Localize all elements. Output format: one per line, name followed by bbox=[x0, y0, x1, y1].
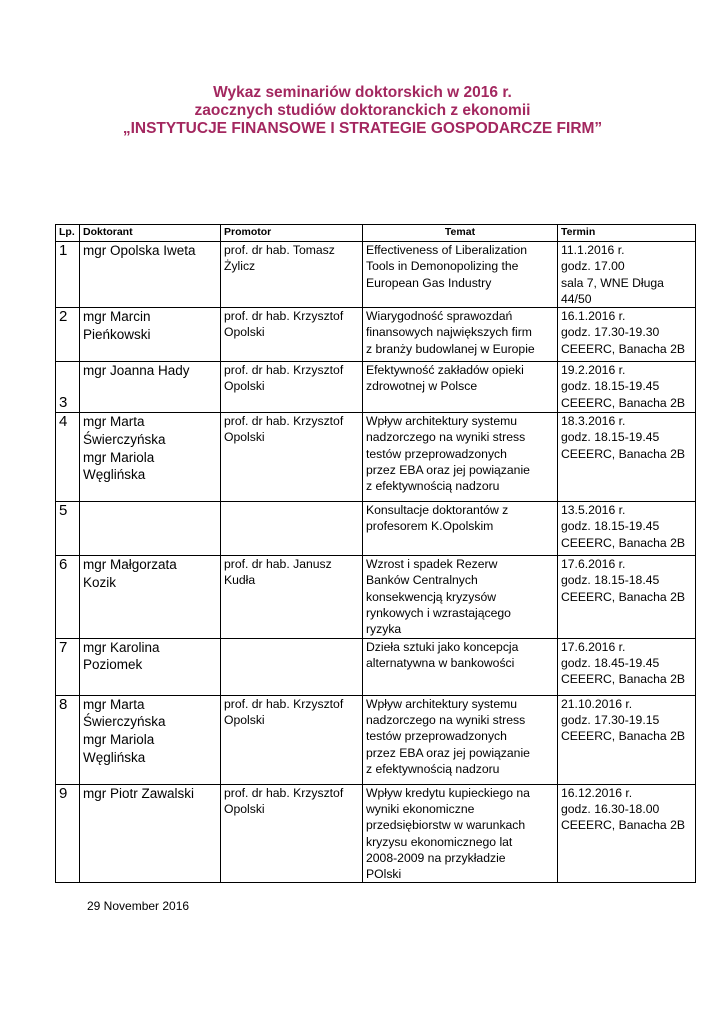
cell-temat bbox=[363, 556, 558, 638]
cell-promotor-line: prof. dr hab. Krzysztof bbox=[224, 785, 344, 800]
cell-promotor-line: Opolski bbox=[224, 379, 265, 394]
cell-termin-line: godz. 17.00 bbox=[561, 259, 625, 274]
cell-promotor-line: Opolski bbox=[224, 801, 265, 816]
cell-temat-line: kryzysu ekonomicznego lat bbox=[366, 834, 513, 849]
cell-temat-line: Wiarygodność sprawozdań bbox=[366, 309, 513, 324]
cell-doktorant-line: mgr Opolska Iweta bbox=[83, 243, 196, 258]
cell-doktorant-line: Poziomek bbox=[83, 657, 143, 673]
cell-lp: 8 bbox=[56, 695, 80, 784]
cell-termin bbox=[558, 784, 696, 883]
cell-termin-line: 11.1.2016 r. bbox=[561, 243, 625, 257]
title-line-2: zaocznych studiów doktoranckich z ekonomii bbox=[194, 102, 531, 119]
cell-termin-line: CEEERC, Banacha 2B bbox=[561, 729, 685, 744]
cell-temat-line: konsekwencją kryzysów bbox=[366, 589, 497, 604]
cell-termin bbox=[558, 413, 696, 502]
seminar-schedule-table bbox=[55, 224, 696, 883]
cell-doktorant bbox=[80, 638, 221, 695]
cell-termin-line: 18.3.2016 r. bbox=[561, 414, 626, 429]
cell-termin-line: CEEERC, Banacha 2B bbox=[561, 672, 685, 687]
cell-temat-line: przez EBA oraz jej powiązanie bbox=[366, 463, 530, 478]
cell-termin-line: CEEERC, Banacha 2B bbox=[561, 446, 685, 461]
cell-temat-line: finansowych największych firm bbox=[366, 325, 532, 340]
cell-doktorant-line: mgr Karolina bbox=[83, 639, 160, 655]
cell-termin-line: godz. 18.15-19.45 bbox=[561, 379, 660, 394]
cell-temat-line: ryzyka bbox=[366, 622, 402, 637]
cell-temat-line: nadzorczego na wyniki stress bbox=[366, 430, 526, 445]
cell-temat-line: rynkowych i wzrastającego bbox=[366, 606, 511, 621]
cell-doktorant bbox=[80, 784, 221, 883]
cell-lp: 3 bbox=[56, 362, 80, 413]
cell-termin bbox=[558, 362, 696, 413]
document-title bbox=[0, 84, 725, 138]
cell-temat bbox=[363, 413, 558, 502]
cell-temat-line: nadzorczego na wyniki stress bbox=[366, 712, 526, 727]
cell-promotor bbox=[221, 362, 363, 413]
cell-promotor-line: Opolski bbox=[224, 712, 265, 727]
cell-temat-line: Wpływ architektury systemu bbox=[366, 696, 518, 711]
cell-temat-line: przez EBA oraz jej powiązanie bbox=[366, 745, 530, 760]
header-lp: Lp. bbox=[56, 225, 80, 242]
cell-temat bbox=[363, 638, 558, 695]
cell-temat-line: Efektywność zakładów opieki bbox=[366, 363, 524, 378]
cell-doktorant-line: mgr Marta bbox=[83, 414, 145, 430]
cell-promotor bbox=[221, 308, 363, 362]
cell-termin bbox=[558, 638, 696, 695]
table-row bbox=[56, 556, 696, 638]
cell-promotor-line: Opolski bbox=[224, 325, 265, 340]
cell-temat-line: 2008-2009 na przykładzie bbox=[366, 850, 506, 865]
cell-doktorant-line: mgr Marta bbox=[83, 696, 145, 712]
cell-temat bbox=[363, 502, 558, 556]
table-row bbox=[56, 784, 696, 883]
cell-termin-line: CEEERC, Banacha 2B bbox=[561, 818, 685, 833]
cell-temat bbox=[363, 784, 558, 883]
cell-doktorant bbox=[80, 695, 221, 784]
cell-termin-line: godz. 17.30-19.30 bbox=[561, 325, 660, 340]
cell-termin-line: 17.6.2016 r. bbox=[561, 557, 626, 572]
cell-doktorant-line: mgr Marcin bbox=[83, 309, 151, 325]
cell-promotor-line: prof. dr hab. Krzysztof bbox=[224, 363, 344, 378]
cell-temat-line: testów przeprowadzonych bbox=[366, 446, 507, 461]
cell-temat bbox=[363, 362, 558, 413]
cell-temat-line: testów przeprowadzonych bbox=[366, 729, 507, 744]
cell-termin-line: 17.6.2016 r. bbox=[561, 639, 626, 654]
cell-promotor-line: prof. dr hab. Tomasz bbox=[224, 243, 335, 257]
cell-termin-line: CEEERC, Banacha 2B bbox=[561, 589, 685, 604]
cell-termin-line: CEEERC, Banacha 2B bbox=[561, 535, 685, 550]
cell-temat-line: POlski bbox=[366, 867, 402, 882]
cell-promotor-line: Opolski bbox=[224, 430, 265, 445]
cell-doktorant-line: Pieńkowski bbox=[83, 326, 151, 342]
cell-doktorant bbox=[80, 413, 221, 502]
cell-termin bbox=[558, 695, 696, 784]
cell-temat-line: przedsiębiorstw w warunkach bbox=[366, 818, 526, 833]
cell-doktorant-line: mgr Joanna Hady bbox=[83, 363, 190, 379]
cell-lp: 1 bbox=[56, 242, 80, 308]
cell-doktorant-line: Świerczyńska bbox=[83, 431, 166, 447]
cell-doktorant-line: mgr Mariola bbox=[83, 449, 155, 465]
cell-doktorant-line: Kozik bbox=[83, 574, 117, 590]
cell-temat-line: z efektywnością nadzoru bbox=[366, 761, 500, 776]
title-line-1: Wykaz seminariów doktorskich w 2016 r. bbox=[213, 84, 512, 101]
cell-temat bbox=[363, 242, 558, 308]
cell-promotor bbox=[221, 413, 363, 502]
cell-termin-line: godz. 18.15-18.45 bbox=[561, 573, 660, 588]
header-doktorant: Doktorant bbox=[80, 225, 221, 242]
cell-termin-line: godz. 18.15-19.45 bbox=[561, 519, 660, 534]
cell-doktorant bbox=[80, 308, 221, 362]
table-row bbox=[56, 308, 696, 362]
cell-temat bbox=[363, 695, 558, 784]
cell-termin bbox=[558, 502, 696, 556]
cell-promotor bbox=[221, 638, 363, 695]
cell-doktorant-line: mgr Małgorzata bbox=[83, 557, 177, 573]
cell-doktorant bbox=[80, 502, 221, 556]
cell-lp: 6 bbox=[56, 556, 80, 638]
table-row bbox=[56, 242, 696, 308]
cell-promotor-line: prof. dr hab. Krzysztof bbox=[224, 309, 344, 324]
cell-temat-line: Tools in Demonopolizing the bbox=[366, 259, 519, 274]
cell-temat-line: Effectiveness of Liberalization bbox=[366, 243, 528, 257]
cell-lp: 5 bbox=[56, 502, 80, 556]
cell-doktorant bbox=[80, 362, 221, 413]
cell-termin-line: godz. 17.30-19.15 bbox=[561, 712, 660, 727]
cell-temat-line: alternatywna w bankowości bbox=[366, 655, 515, 670]
cell-lp: 2 bbox=[56, 308, 80, 362]
cell-doktorant-line: mgr Mariola bbox=[83, 732, 155, 748]
cell-temat-line: European Gas Industry bbox=[366, 275, 492, 290]
cell-temat-line: profesorem K.Opolskim bbox=[366, 519, 494, 534]
cell-termin bbox=[558, 242, 696, 308]
cell-promotor bbox=[221, 695, 363, 784]
cell-temat-line: Wpływ kredytu kupieckiego na bbox=[366, 785, 530, 800]
header-termin: Termin bbox=[558, 225, 696, 242]
cell-termin-line: 16.12.2016 r. bbox=[561, 785, 633, 800]
header-promotor: Promotor bbox=[221, 225, 363, 242]
cell-promotor bbox=[221, 556, 363, 638]
cell-lp: 9 bbox=[56, 784, 80, 883]
table-row bbox=[56, 413, 696, 502]
cell-promotor-line: Kudła bbox=[224, 573, 256, 588]
cell-temat-line: z branży budowlanej w Europie bbox=[366, 341, 535, 356]
cell-termin bbox=[558, 556, 696, 638]
footer-date: 29 November 2016 bbox=[87, 899, 190, 913]
title-line-3: „INSTYTUCJE FINANSOWE I STRATEGIE GOSPODARCZE FIRM” bbox=[122, 120, 603, 137]
cell-termin-line: godz. 18.15-19.45 bbox=[561, 430, 660, 445]
cell-doktorant-line: mgr Piotr Zawalski bbox=[83, 785, 195, 801]
cell-doktorant bbox=[80, 556, 221, 638]
cell-termin-line: godz. 18.45-19.45 bbox=[561, 655, 660, 670]
cell-termin-line: 44/50 bbox=[561, 291, 592, 306]
cell-temat-line: wyniki ekonomiczne bbox=[366, 801, 475, 816]
cell-promotor-line: Żylicz bbox=[224, 259, 256, 274]
cell-lp: 4 bbox=[56, 413, 80, 502]
header-temat: Temat bbox=[363, 225, 558, 242]
cell-temat-line: Wpływ architektury systemu bbox=[366, 414, 518, 429]
cell-termin-line: 19.2.2016 r. bbox=[561, 363, 626, 378]
cell-promotor bbox=[221, 784, 363, 883]
cell-termin-line: 13.5.2016 r. bbox=[561, 503, 626, 518]
cell-termin bbox=[558, 308, 696, 362]
cell-temat-line: Wzrost i spadek Rezerw bbox=[366, 557, 498, 572]
table-row bbox=[56, 362, 696, 413]
table-row bbox=[56, 695, 696, 784]
cell-temat-line: Banków Centralnych bbox=[366, 573, 478, 588]
cell-doktorant-line: Węglińska bbox=[83, 467, 146, 483]
table-row bbox=[56, 638, 696, 695]
cell-termin-line: godz. 16.30-18.00 bbox=[561, 801, 660, 816]
cell-temat-line: z efektywnością nadzoru bbox=[366, 479, 500, 494]
cell-termin-line: sala 7, WNE Długa bbox=[561, 275, 664, 290]
cell-promotor-line: prof. dr hab. Janusz bbox=[224, 557, 332, 572]
cell-promotor bbox=[221, 242, 363, 308]
cell-termin-line: 16.1.2016 r. bbox=[561, 309, 626, 324]
cell-termin-line: CEEERC, Banacha 2B bbox=[561, 395, 685, 410]
cell-promotor-line: prof. dr hab. Krzysztof bbox=[224, 414, 344, 429]
cell-temat bbox=[363, 308, 558, 362]
cell-doktorant bbox=[80, 242, 221, 308]
cell-lp: 7 bbox=[56, 638, 80, 695]
cell-temat-line: Dzieła sztuki jako koncepcja bbox=[366, 639, 519, 654]
cell-termin-line: CEEERC, Banacha 2B bbox=[561, 341, 685, 356]
table-header-row bbox=[56, 225, 696, 242]
cell-promotor-line: prof. dr hab. Krzysztof bbox=[224, 696, 344, 711]
cell-doktorant-line: Węglińska bbox=[83, 749, 146, 765]
cell-doktorant-line: Świerczyńska bbox=[83, 714, 166, 730]
cell-temat-line: zdrowotnej w Polsce bbox=[366, 379, 478, 394]
cell-termin-line: 21.10.2016 r. bbox=[561, 696, 633, 711]
table-row bbox=[56, 502, 696, 556]
cell-promotor bbox=[221, 502, 363, 556]
cell-temat-line: Konsultacje doktorantów z bbox=[366, 503, 509, 518]
